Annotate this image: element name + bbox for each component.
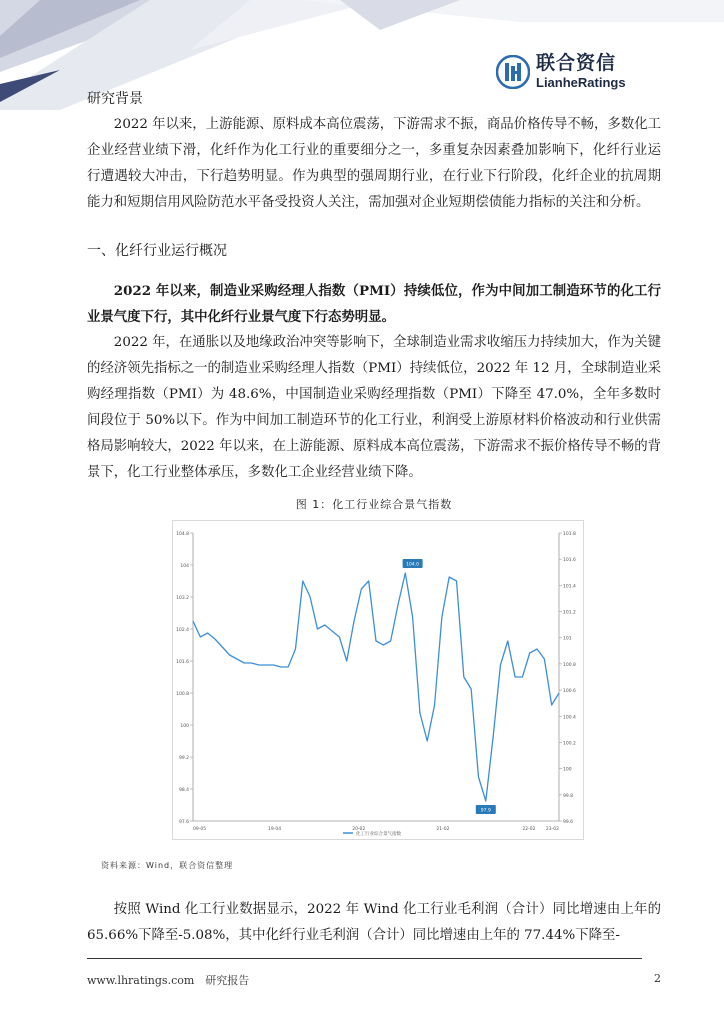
chart-container xyxy=(172,520,584,840)
x-tick-label: 19-04 xyxy=(268,827,282,832)
report-body xyxy=(87,86,661,949)
y-tick-label: 103.2 xyxy=(176,596,189,601)
y-tick-label: 101.6 xyxy=(176,660,189,665)
x-tick-label: 21-02 xyxy=(436,827,450,832)
right-tick-label: 101 xyxy=(563,636,572,642)
figure-title: 图 1：化工行业综合景气指数 xyxy=(295,498,453,511)
y-tick-label: 100 xyxy=(180,724,189,729)
y-tick-label: 99.2 xyxy=(178,756,189,761)
lianhe-logo-icon xyxy=(496,55,530,89)
right-tick-label: 100.4 xyxy=(563,715,576,721)
right-tick-label: 100.6 xyxy=(563,689,576,695)
annotation-label: 97.9 xyxy=(480,808,491,814)
line-chart xyxy=(173,521,583,839)
footer-divider xyxy=(87,958,642,959)
x-tick-label: 20-02 xyxy=(352,827,366,832)
right-tick-label: 100.8 xyxy=(563,662,576,668)
brand-name-en: LianheRatings xyxy=(536,75,626,90)
right-tick-label: 101.6 xyxy=(563,558,576,564)
right-tick-label: 99.6 xyxy=(563,820,574,825)
key-finding-paragraph: 2022 年以来，制造业采购经理人指数（PMI）持续低位，作为中间加工制造环节的化工行业景气度下行，其中化纤行业景气度下行态势明显。 xyxy=(87,283,661,325)
pmi-paragraph: 2022 年，在通胀以及地缘政治冲突等影响下，全球制造业需求收缩压力持续加大，作为关键的经济领先指标之一的制造业采购经理人指数（PMI）持续低位，2022 年 12 月，全球制造业采购经理指数（PMI）为 48.6%，中国制造业采购经理指数（PMI）下降至 47.0%，全年多数时间段位于 50%以下。作为中间加工制造环节的化工行业，利润受上游原材料价格波动和行业供需格局影响较大，2022 年以来，在上游能源、原料成本高位震荡，下游需求不振价格传导不畅的背景下，化工行业整体承压，多数化工企业经营业绩下降。 xyxy=(87,335,661,480)
right-tick-label: 101.4 xyxy=(563,584,576,590)
right-tick-label: 99.8 xyxy=(563,793,574,799)
x-tick-label: 09-05 xyxy=(193,827,207,832)
right-tick-label: 101.8 xyxy=(563,532,576,537)
page-number: 2 xyxy=(654,972,661,985)
section-heading-background: 研究背景 xyxy=(87,91,143,107)
y-tick-label: 102.4 xyxy=(176,628,189,633)
footer-website: www.lhratings.com 研究报告 xyxy=(87,974,250,987)
y-tick-label: 97.6 xyxy=(178,820,189,825)
legend-label: 化工行业综合景气指数 xyxy=(356,832,401,837)
right-tick-label: 101.2 xyxy=(563,610,576,616)
right-tick-label: 100.2 xyxy=(563,741,576,747)
figure-source: 资料来源：Wind，联合资信整理 xyxy=(101,861,234,870)
right-tick-label: 100 xyxy=(563,767,572,773)
x-tick-label: 22-02 xyxy=(522,827,536,832)
series-line xyxy=(193,573,559,801)
y-tick-label: 104 xyxy=(180,564,189,569)
closing-paragraph: 按照 Wind 化工行业数据显示，2022 年 Wind 化工行业毛利润（合计）同比增速由上年的 65.66%下降至-5.08%，其中化纤行业毛利润（合计）同比增速由上年的 77.44%下降至- xyxy=(87,902,661,943)
annotation-label: 104.0 xyxy=(406,562,420,568)
y-tick-label: 100.8 xyxy=(176,692,189,697)
company-logo xyxy=(496,54,626,89)
y-tick-label: 104.8 xyxy=(176,532,189,537)
brand-name-cn: 联合资信 xyxy=(536,52,617,74)
background-paragraph: 2022 年以来，上游能源、原料成本高位震荡，下游需求不振，商品价格传导不畅，多数化工企业经营业绩下滑，化纤作为化工行业的重要细分之一，多重复杂因素叠加影响下，化纤行业运行遭遇较大冲击，下行趋势明显。作为典型的强周期行业，在行业下行阶段，化纤企业的抗周期能力和短期信用风险防范水平备受投资人关注，需加强对企业短期偿债能力指标的关注和分析。 xyxy=(87,117,661,210)
y-tick-label: 98.4 xyxy=(178,788,189,793)
section-heading-fiber-overview: 一、化纤行业运行概况 xyxy=(87,243,227,259)
x-tick-label: 23-02 xyxy=(545,827,559,832)
